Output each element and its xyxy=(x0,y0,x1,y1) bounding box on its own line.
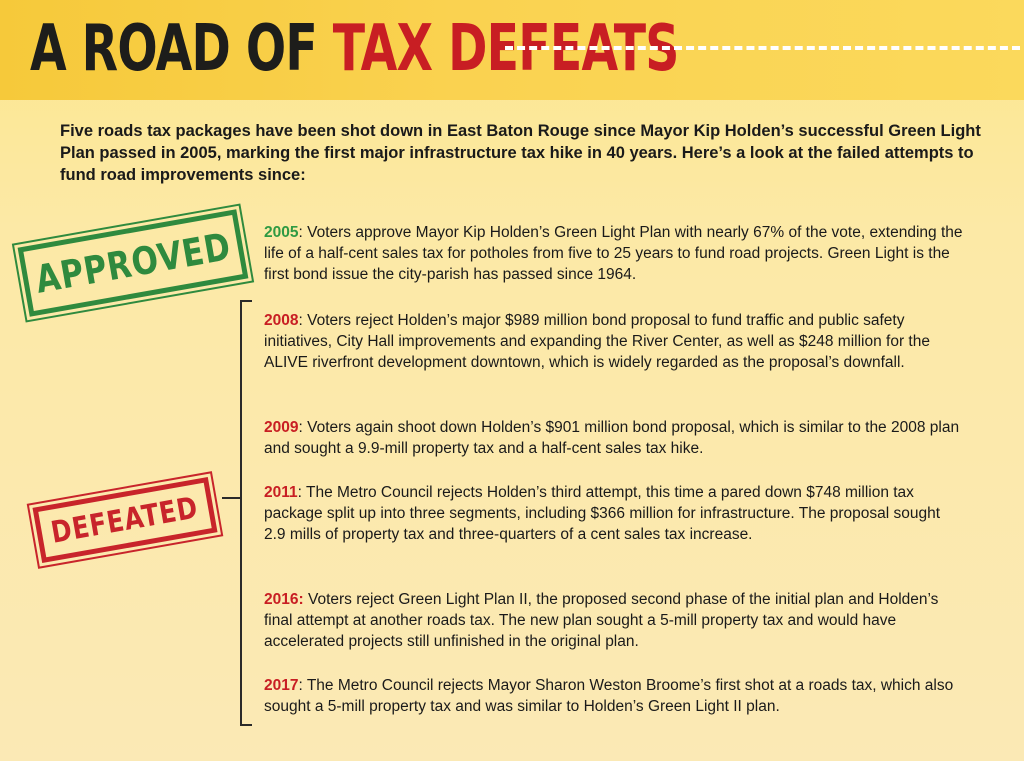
entry-text: The Metro Council rejects Holden’s third attempt, this time a pared down $748 million tax package split up into three segments, including $366 million for infrastructure. The proposal sought 2.9 mills of property tax and three-quarters of a cent sales tax increase. xyxy=(264,484,941,543)
bracket-connector xyxy=(222,497,241,499)
entry-2009 xyxy=(264,417,964,459)
entry-text: Voters approve Mayor Kip Holden’s Green Light Plan with nearly 67% of the vote, extending the life of a half-cent sales tax for potholes from five to 25 years to fund road projects. Green Light is the first bond issue the city-parish has passed since 1964. xyxy=(264,224,963,283)
entry-2016 xyxy=(264,589,964,652)
entry-year: 2009 xyxy=(264,419,299,436)
title-part-dark: A ROAD OF xyxy=(30,12,333,86)
entry-text: Voters reject Holden’s major $989 million bond proposal to fund traffic and public safety initiatives, City Hall improvements and expanding the River Center, as well as $248 million for the ALIVE riverfront development downtown, which is widely regarded as the proposal’s downfall. xyxy=(264,312,930,371)
entry-text: Voters again shoot down Holden’s $901 million bond proposal, which is similar to the 2008 plan and sought a 9.9-mill property tax and a half-cent sales tax hike. xyxy=(264,419,960,457)
entry-separator: : xyxy=(298,419,303,436)
entry-year: 2016: xyxy=(264,591,304,608)
defeated-stamp-label: DEFEATED xyxy=(48,489,202,551)
defeated-bracket xyxy=(240,300,252,726)
entry-text: Voters reject Green Light Plan II, the proposed second phase of the initial plan and Holden’s final attempt at another roads tax. The new plan sought a 5-mill property tax and would have accelerated projects still unfinished in the original plan. xyxy=(264,591,939,650)
entry-2011 xyxy=(264,482,964,545)
entry-2017 xyxy=(264,675,964,717)
entry-text: The Metro Council rejects Mayor Sharon Weston Broome’s first shot at a roads tax, which also sought a 5-mill property tax and was similar to Holden’s Green Light II plan. xyxy=(264,677,954,715)
entry-separator: : xyxy=(298,677,303,694)
defeated-stamp xyxy=(32,477,217,563)
intro-paragraph: Five roads tax packages have been shot down in East Baton Rouge since Mayor Kip Holden’s successful Green Light Plan passed in 2005, marking the first major infrastructure tax hike in 40 years. Here’s a look at the failed attempts to fund road improvements since: xyxy=(60,122,981,184)
entry-separator: : xyxy=(298,312,303,329)
entry-2005 xyxy=(264,222,964,285)
title-part-red: TAX DEFEATS xyxy=(332,12,679,86)
approved-stamp-label: APPROVED xyxy=(32,224,234,302)
approved-stamp xyxy=(18,209,249,316)
dashed-line-divider xyxy=(505,46,1020,50)
entry-2008 xyxy=(264,310,964,373)
entry-separator: : xyxy=(297,484,302,501)
header-banner xyxy=(0,0,1024,100)
entry-year: 2005 xyxy=(264,224,299,241)
entry-year: 2017 xyxy=(264,677,299,694)
entry-year: 2011 xyxy=(264,484,298,501)
entry-separator: : xyxy=(298,224,303,241)
entry-year: 2008 xyxy=(264,312,299,329)
